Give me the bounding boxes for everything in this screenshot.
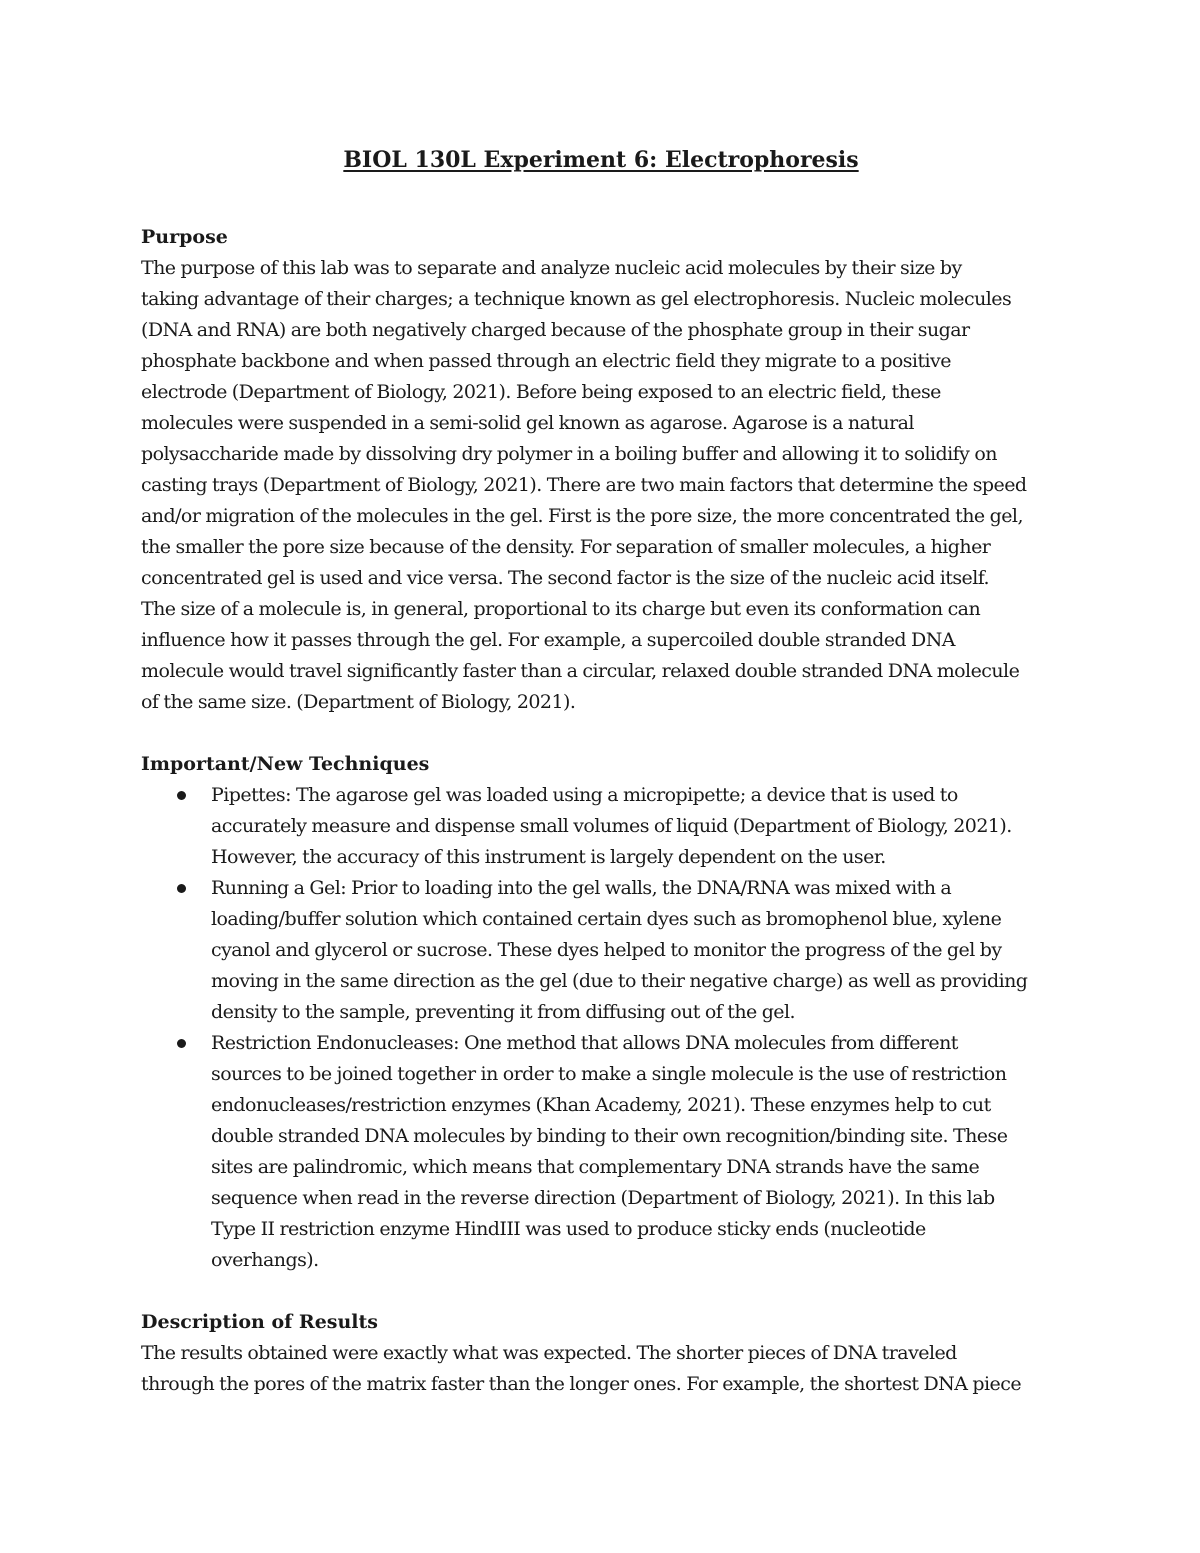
list-item-line: double stranded DNA molecules by binding to their own recognition/binding site. These [211, 1125, 1008, 1147]
results-line: through the pores of the matrix faster than the longer ones. For example, the shortest DNA piece [141, 1373, 1022, 1395]
list-item-line: Restriction Endonucleases: One method that allows DNA molecules from different [211, 1032, 958, 1054]
document-title: BIOL 130L Experiment 6: Electrophoresis [343, 147, 859, 173]
purpose-line: concentrated gel is used and vice versa. The second factor is the size of the nucleic acid itself. [141, 567, 990, 589]
bullet-icon [177, 791, 186, 800]
purpose-paragraph [141, 253, 1061, 718]
list-item-line: sequence when read in the reverse direction (Department of Biology, 2021). In this lab [211, 1187, 995, 1209]
results-section [141, 1307, 1061, 1400]
purpose-line: The size of a molecule is, in general, proportional to its charge but even its conformation can [141, 598, 981, 620]
purpose-line: molecule would travel significantly faster than a circular, relaxed double stranded DNA molecule [141, 660, 1020, 682]
list-item-line: sites are palindromic, which means that complementary DNA strands have the same [211, 1156, 980, 1178]
purpose-line: influence how it passes through the gel. For example, a supercoiled double stranded DNA [141, 629, 955, 651]
purpose-line: electrode (Department of Biology, 2021). Before being exposed to an electric field, these [141, 381, 941, 403]
purpose-line: (DNA and RNA) are both negatively charged because of the phosphate group in their sugar [141, 319, 970, 341]
list-item [141, 873, 1061, 1028]
purpose-line: The purpose of this lab was to separate and analyze nucleic acid molecules by their size by [141, 257, 962, 279]
list-item-line: endonucleases/restriction enzymes (Khan Academy, 2021). These enzymes help to cut [211, 1094, 991, 1116]
purpose-line: polysaccharide made by dissolving dry polymer in a boiling buffer and allowing it to solidify on [141, 443, 997, 465]
list-item-line: Running a Gel: Prior to loading into the gel walls, the DNA/RNA was mixed with a [211, 877, 952, 899]
bullet-icon [177, 1039, 186, 1048]
list-item-line: accurately measure and dispense small volumes of liquid (Department of Biology, 2021). [211, 815, 1012, 837]
list-item-line: moving in the same direction as the gel (due to their negative charge) as well as providing [211, 970, 1028, 992]
purpose-line: molecules were suspended in a semi-solid gel known as agarose. Agarose is a natural [141, 412, 914, 434]
results-paragraph [141, 1338, 1061, 1400]
list-item-line: Pipettes: The agarose gel was loaded using a micropipette; a device that is used to [211, 784, 958, 806]
purpose-line: casting trays (Department of Biology, 2021). There are two main factors that determine the speed [141, 474, 1027, 496]
purpose-line: the smaller the pore size because of the density. For separation of smaller molecules, a higher [141, 536, 991, 558]
list-item-line: cyanol and glycerol or sucrose. These dyes helped to monitor the progress of the gel by [211, 939, 1002, 961]
list-item-line: sources to be joined together in order to make a single molecule is the use of restriction [211, 1063, 1007, 1085]
list-item-line: overhangs). [211, 1249, 319, 1271]
results-heading: Description of Results [141, 1311, 378, 1333]
document-page [141, 140, 1061, 1431]
list-item-line: Type II restriction enzyme HindIII was used to produce sticky ends (nucleotide [211, 1218, 926, 1240]
techniques-section [141, 749, 1061, 1276]
list-item [141, 1028, 1061, 1276]
results-line: The results obtained were exactly what was expected. The shorter pieces of DNA traveled [141, 1342, 957, 1364]
list-item [141, 780, 1061, 873]
techniques-heading: Important/New Techniques [141, 753, 430, 775]
purpose-line: taking advantage of their charges; a technique known as gel electrophoresis. Nucleic molecules [141, 288, 1012, 310]
purpose-line: of the same size. (Department of Biology, 2021). [141, 691, 576, 713]
purpose-line: phosphate backbone and when passed through an electric field they migrate to a positive [141, 350, 951, 372]
purpose-heading: Purpose [141, 226, 228, 248]
techniques-list [141, 780, 1061, 1276]
purpose-line: and/or migration of the molecules in the gel. First is the pore size, the more concentrated the gel, [141, 505, 1023, 527]
purpose-section [141, 222, 1061, 718]
list-item-line: density to the sample, preventing it from diffusing out of the gel. [211, 1001, 796, 1023]
bullet-icon [177, 884, 186, 893]
list-item-line: However, the accuracy of this instrument is largely dependent on the user. [211, 846, 886, 868]
list-item-line: loading/buffer solution which contained certain dyes such as bromophenol blue, xylene [211, 908, 1002, 930]
